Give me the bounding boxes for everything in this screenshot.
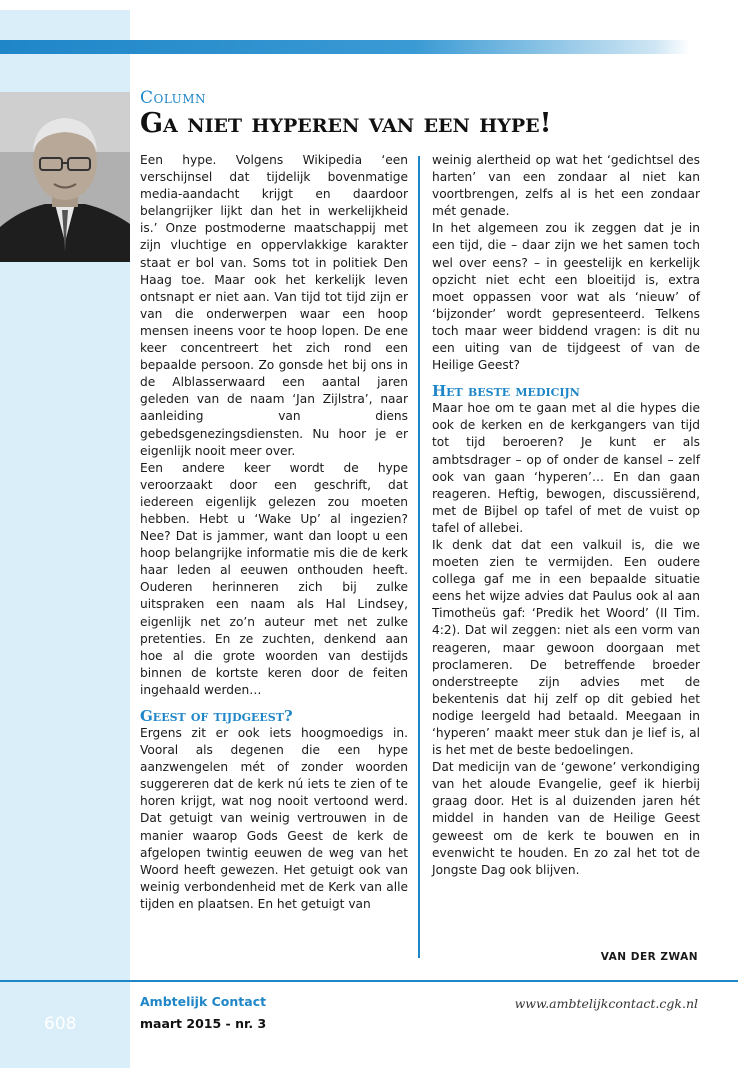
- article-column-left: [140, 152, 408, 913]
- paragraph: Een andere keer wordt de hype veroorzaakt door een geschrift, dat iedereen eigenlijk gelezen zou moeten hebben. Hebt u ‘Wake Up’ al ingezien? Nee? Dat is jammer, want dan loopt u een hoop belangrijke informatie mis die de kerk haar leden al eeuwen onthouden heeft. Ouderen herinneren zich bij zulke uitspraken een naam als Hal Lindsey, eigenlijk net zo’n auteur met net zulke pretenties. En ze zuchten, denkend aan hoe al die grote woorden van destijds binnen de kortste keren door de feiten ingehaald werden…: [140, 460, 408, 697]
- paragraph: Ik denk dat dat een valkuil is, die we moeten zien te vermijden. Een oudere collega gaf me in een bepaalde situatie eens het wijze advies dat Paulus ook al aan Timotheüs gaf: ‘Predik het Woord’ (II Tim. 4:2). Dat wil zeggen: niet als een vorm van reageren, maar gewoon doorgaan met proclameren. De betreffende broeder onderstreepte zijn advies met de bekentenis dat hij zelf op dit gebied het nodige leergeld had betaald. Meegaan in ‘hyperen’ maakt meer stuk dan je lief is, al is het met de beste bedoelingen.: [432, 537, 700, 758]
- magazine-name: Ambtelijk Contact: [140, 994, 267, 1009]
- column-divider: [418, 156, 420, 958]
- issue-info: maart 2015 - nr. 3: [140, 1016, 267, 1031]
- paragraph: weinig alertheid op wat het ‘gedichtsel des harten’ van een zondaar al niet kan voortbrengen, zelfs al is het een zondaar mét genade.: [432, 153, 700, 219]
- paragraph: Een hype. Volgens Wikipedia ‘een verschijnsel dat tijdelijk bovenmatige media-aandacht krijgt en daardoor belangrijker lijkt dan het in werkelijkheid is.’ Onze postmoderne maatschappij met zijn vluchtige en oppervlakkige karakter staat er bol van. Soms tot in politiek Den Haag toe. Maar ook het kerkelijk leven ontsnapt er niet aan. Van tijd tot tijd zijn er van die onderwerpen waar een hoop mensen ineens voor te hoop lopen. De ene keer concentreert het zich rond een bepaalde persoon. Zo gonsde het bij ons in de Alblasserwaard een aantal jaren geleden van de naam ‘Jan Zijlstra’, naar aanleiding van diens gebedsgenezingsdiensten. Nu hoor je er eigenlijk nooit meer over.: [140, 153, 408, 458]
- subheading: Geest of tijdgeest?: [140, 707, 293, 725]
- author-photo: [0, 92, 130, 262]
- subheading: Het beste medicijn: [432, 382, 580, 401]
- author-signature: VAN DER ZWAN: [600, 951, 698, 963]
- paragraph: Dat medicijn van de ‘gewone’ verkondiging van het aloude Evangelie, geef ik hierbij graag door. Het is al duizenden jaren hét middel in handen van de Heilige Geest geweest om de kerk te bouwen en in evenwicht te houden. En zo zal het tot de Jongste Dag ook blijven.: [432, 760, 700, 877]
- paragraph: Maar hoe om te gaan met al die hypes die ook de kerken en de kerkgangers van tijd tot tijd beroeren? Je kunt er als ambtsdrager – op of onder de kansel – zelf ook van gaan ‘hyperen’… En dan gaan reageren. Heftig, bewogen, discussiërend, met de Bijbel op tafel of met de vuist op tafel of allebei.: [432, 401, 700, 535]
- page-number: 608: [44, 1014, 77, 1034]
- section-label: Column: [140, 88, 207, 108]
- paragraph: In het algemeen zou ik zeggen dat je in een tijd, die – daar zijn we het samen toch wel over eens? – in geestelijk en kerkelijk opzicht niet echt een bloeitijd is, extra moet oppassen voor wat als ‘nieuw’ of ‘bijzonder’ wordt gepresenteerd. Telkens toch maar weer biddend vragen: is dit nu een uiting van de tijdgeest of van de Heilige Geest?: [432, 221, 700, 373]
- footer-rule: [0, 980, 738, 982]
- paragraph: Ergens zit er ook iets hoogmoedigs in. Vooral als degenen die een hype aanzwengelen mét of zonder woorden suggereren dat de kerk nú iets te zien of te horen krijgt, wat nog nooit vertoond werd. Dat getuigt van weinig vertrouwen in de manier waarop Gods Geest de kerk de afgelopen twintig eeuwen de weg van het Woord heeft gewezen. Het getuigt ook van weinig verbondenheid met de Kerk van alle tijden en plaatsen. En het getuigt van: [140, 726, 408, 911]
- article-column-right: [432, 152, 700, 879]
- website-link[interactable]: www.ambtelijkcontact.cgk.nl: [514, 996, 698, 1011]
- top-accent-bar: [0, 40, 690, 54]
- article-title: Ga niet hyperen van een hype!: [140, 108, 552, 139]
